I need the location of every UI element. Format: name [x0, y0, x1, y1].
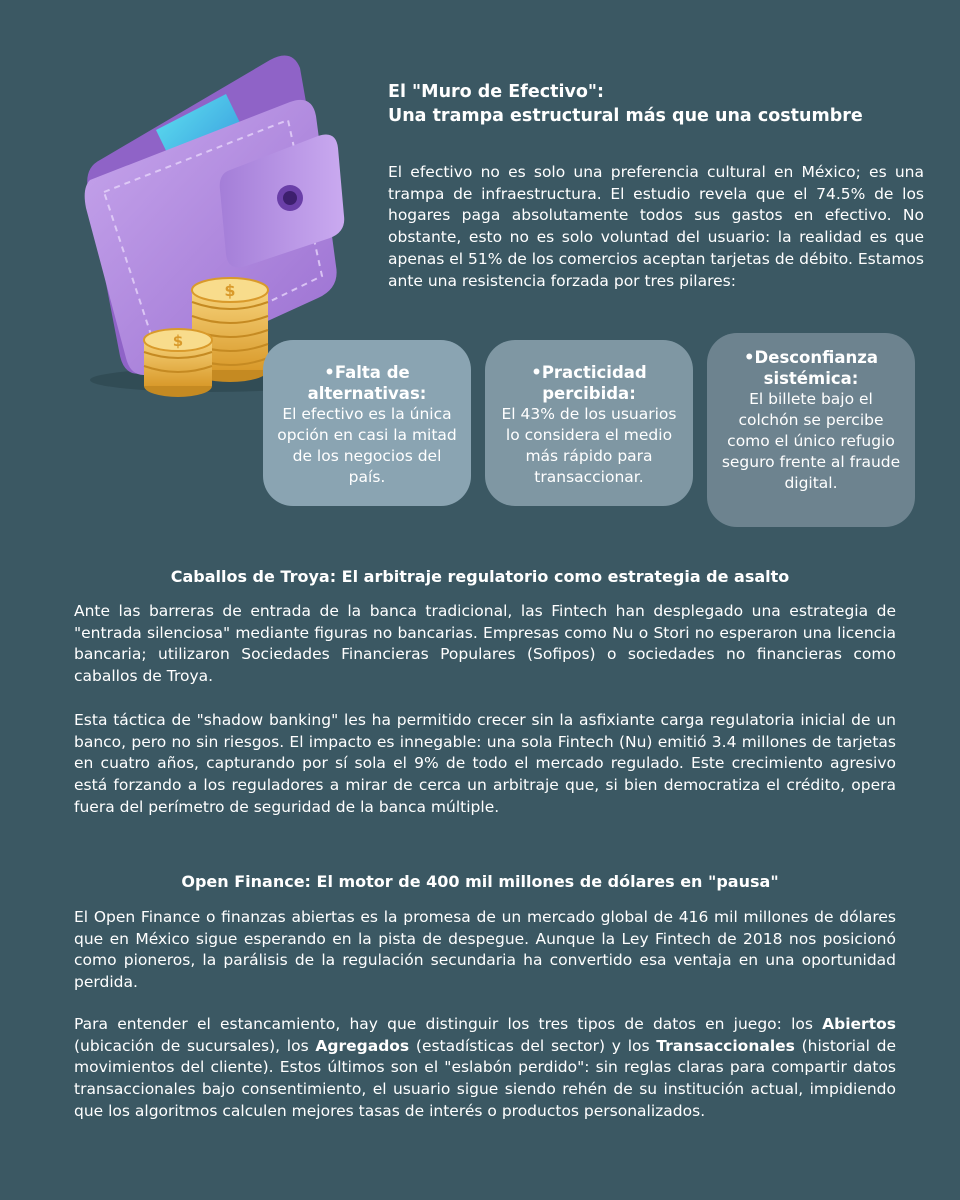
pillar-body: El billete bajo el colchón se percibe como el único refugio seguro frente al fraude digital. — [721, 390, 901, 492]
svg-text:$: $ — [172, 332, 184, 350]
pillar-title: •Practicidad percibida: — [531, 363, 647, 403]
pillar-card-practicidad — [485, 340, 693, 506]
pillar-card-desconfianza — [707, 333, 915, 527]
section-heading-open-finance: Open Finance: El motor de 400 mil millones de dólares en "pausa" — [181, 872, 779, 891]
text-run: (historial de movimientos del cliente). Estos últimos son el "eslabón perdido": sin reglas claras para compartir datos transaccionales bajo consentimiento, el usuario sigue siendo rehén de su institución actual, impidiendo que los algoritmos calculen mejores tasas de interés o productos personalizados. — [74, 1036, 896, 1120]
pillar-body: El efectivo es la única opción en casi la mitad de los negocios del país. — [277, 405, 457, 486]
section-heading-troya: Caballos de Troya: El arbitraje regulatorio como estrategia de asalto — [170, 567, 790, 586]
pillar-body: El 43% de los usuarios lo considera el medio más rápido para transaccionar. — [501, 405, 677, 486]
troya-paragraph-2: Esta táctica de "shadow banking" les ha permitido crecer sin la asfixiante carga regulatoria inicial de un banco, pero no sin riesgos. El impacto es innegable: una sola Fintech (Nu) emitió 3.4 millones de tarjetas en cuatro años, capturando por sí sola el 9% de todo el mercado regulado. Este crecimiento agresivo está forzando a los reguladores a mirar de cerca un arbitraje que, si bien democratiza el crédito, opera fuera del perímetro de seguridad de la banca múltiple. — [74, 711, 896, 816]
pillar-card-alternativas — [263, 340, 471, 506]
open-finance-paragraph-2 — [74, 1014, 896, 1123]
pillar-title: •Falta de alternativas: — [307, 363, 427, 403]
troya-paragraph-1: Ante las barreras de entrada de la banca tradicional, las Fintech han desplegado una estrategia de "entrada silenciosa" mediante figuras no bancarias. Empresas como Nu o Stori no esperaron una licencia bancaria; utilizaron Sociedades Financieras Populares (Sofipos) o sociedades no financieras como caballos de Troya. — [74, 602, 896, 686]
hero-paragraph: El efectivo no es solo una preferencia cultural en México; es una trampa de infraestructura. El estudio revela que el 74.5% de los hogares paga absolutamente todos sus gastos en efectivo. No obstante, esto no es solo voluntad del usuario: la realidad es que apenas el 51% de los comercios aceptan tarjetas de débito. Estamos ante una resistencia forzada por tres pilares: — [388, 163, 924, 290]
term-abiertos: Abiertos — [822, 1015, 896, 1033]
hero-title — [388, 80, 928, 128]
svg-text:$: $ — [224, 281, 236, 300]
open-finance-paragraph-1: El Open Finance o finanzas abiertas es la promesa de un mercado global de 416 mil millones de dólares que en México sigue esperando en la pista de despegue. Aunque la Ley Fintech de 2018 nos posicionó como pioneros, la parálisis de la regulación secundaria ha convertido esa ventaja en una oportunidad perdida. — [74, 908, 896, 992]
text-run: (estadísticas del sector) y los — [409, 1036, 657, 1055]
term-transaccionales: Transaccionales — [656, 1036, 795, 1055]
pillar-title: •Desconfianza sistémica: — [744, 348, 878, 388]
text-run: Para entender el estancamiento, hay que distinguir los tres tipos de datos en juego: los — [74, 1015, 823, 1033]
term-agregados: Agregados — [315, 1036, 410, 1055]
text-run: (ubicación de sucursales), los — [74, 1036, 316, 1055]
hero-title-line-2: Una trampa estructural más que una costumbre — [388, 106, 863, 126]
hero-title-line-1: El "Muro de Efectivo": — [388, 82, 604, 102]
